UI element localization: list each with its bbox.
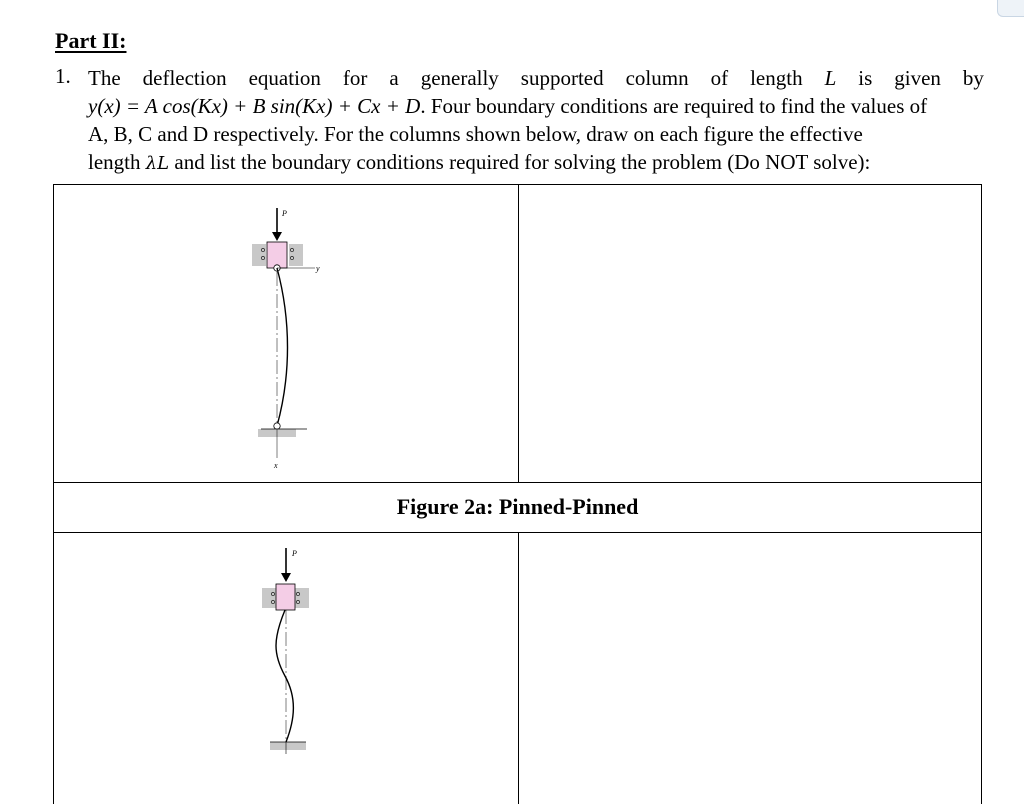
question-word: given xyxy=(894,66,941,90)
y-axis-label: y xyxy=(316,264,320,273)
scroll-tab[interactable] xyxy=(997,0,1024,17)
question-word: deflection xyxy=(142,66,227,90)
figure-2b-column xyxy=(243,544,333,784)
question-word: generally xyxy=(420,66,499,90)
figure-2a-caption: Figure 2a: Pinned-Pinned xyxy=(396,494,639,519)
bottom-pin xyxy=(274,423,280,429)
question-text xyxy=(88,64,984,178)
question-word: a xyxy=(389,66,399,90)
load-label: P xyxy=(282,209,287,218)
question-word: equation xyxy=(248,66,321,90)
x-axis-label: x xyxy=(274,461,278,470)
question-word: supported xyxy=(520,66,604,90)
deflected-shape xyxy=(276,610,293,742)
question-line-4-rest: and list the boundary conditions required for solving the problem (Do NOT solve): xyxy=(174,150,871,174)
top-guide-left xyxy=(252,244,266,266)
part-heading: Part II: xyxy=(55,28,127,53)
length-word: length xyxy=(88,150,141,174)
question-word: by xyxy=(962,66,984,90)
top-guide-right xyxy=(295,588,309,608)
load-label: P xyxy=(292,549,297,558)
question-line-2-rest: . Four boundary conditions are required to find the values of xyxy=(420,94,928,118)
top-guide-left xyxy=(262,588,276,608)
answer-cell-2b[interactable] xyxy=(519,533,981,804)
deflection-equation: y(x) = A cos(Kx) + B sin(Kx) + Cx + D xyxy=(88,94,421,118)
answer-cell-2a[interactable] xyxy=(519,185,981,482)
question-line-3: A, B, C and D respectively. For the columns shown below, draw on each figure the effective xyxy=(88,122,863,146)
length-symbol: L xyxy=(824,66,837,90)
deflected-shape xyxy=(277,268,288,426)
effective-length-symbol: λL xyxy=(145,153,170,174)
question-word: column xyxy=(625,66,689,90)
question-word: of xyxy=(710,66,729,90)
fixed-support xyxy=(270,742,306,750)
figure-table xyxy=(53,184,982,804)
top-collar xyxy=(267,242,287,268)
top-collar xyxy=(276,584,295,610)
load-arrowhead xyxy=(281,573,291,582)
figure-2a-column xyxy=(243,200,333,480)
question-number: 1. xyxy=(55,64,71,88)
question-word: for xyxy=(342,66,368,90)
question-line-4 xyxy=(88,148,984,178)
load-arrowhead xyxy=(272,232,282,241)
top-guide-right xyxy=(289,244,303,266)
question-word: is xyxy=(858,66,873,90)
question-word: length xyxy=(750,66,803,90)
question-line-2 xyxy=(88,92,984,120)
question-word: The xyxy=(88,66,121,90)
question-line-1 xyxy=(88,64,984,92)
